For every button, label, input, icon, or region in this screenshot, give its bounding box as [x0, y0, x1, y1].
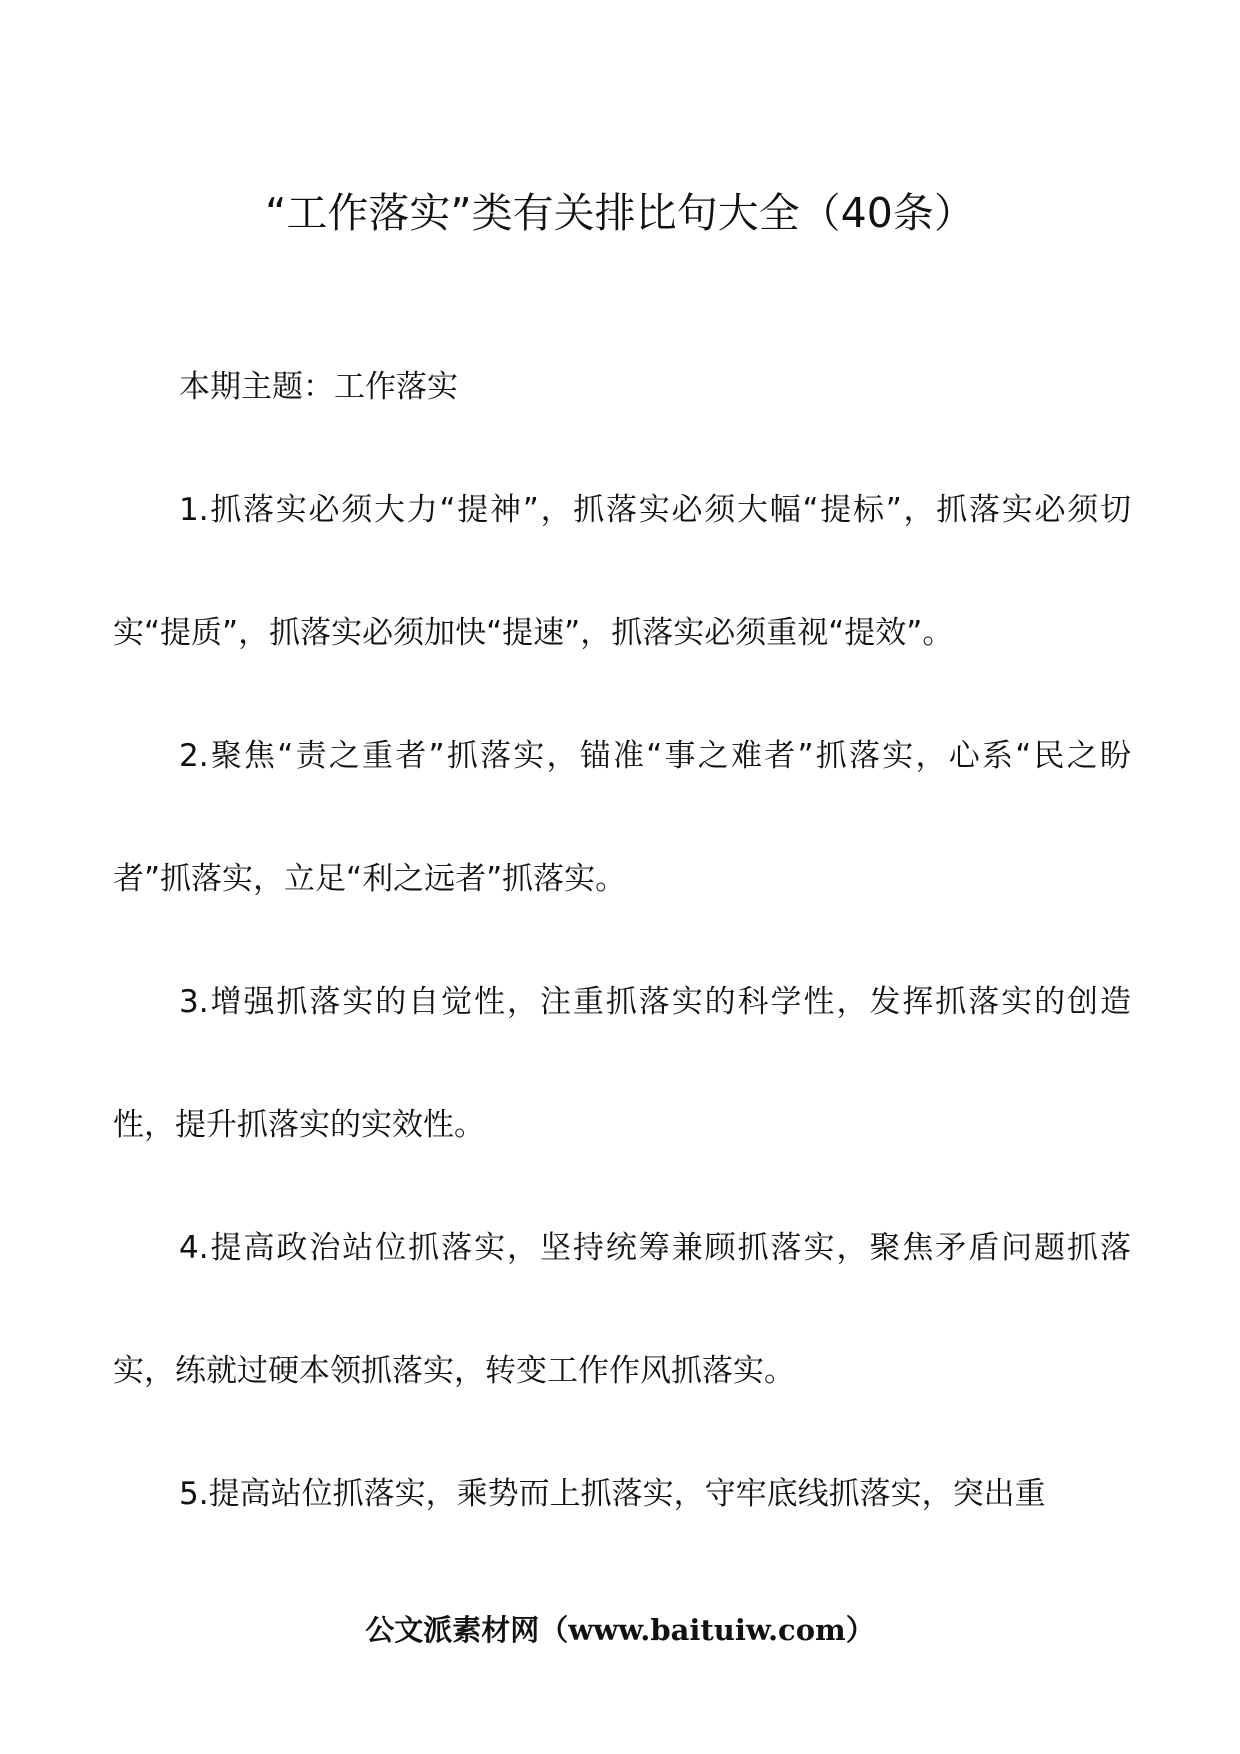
list-item: 4.提高政治站位抓落实，坚持统筹兼顾抓落实，聚焦矛盾问题抓落实，练就过硬本领抓落实，转变工作作风抓落实。	[113, 1230, 1131, 1389]
list-item: 2.聚焦“责之重者”抓落实，锚准“事之难者”抓落实，心系“民之盼者”抓落实，立足“利之远者”抓落实。	[113, 738, 1131, 897]
page-footer: 公文派素材网（www.baituiw.com）	[365, 1613, 875, 1647]
intro-paragraph: 本期主题：工作落实	[179, 369, 458, 405]
list-item: 1.抓落实必须大力“提神”，抓落实必须大幅“提标”，抓落实必须切实“提质”，抓落实必须加快“提速”，抓落实必须重视“提效”。	[113, 492, 1131, 651]
list-item: 5.提高站位抓落实，乘势而上抓落实，守牢底线抓落实，突出重	[179, 1476, 1046, 1512]
document-body	[113, 326, 1131, 1556]
document-title: “工作落实”类有关排比句大全（40条）	[265, 189, 975, 237]
list-item: 3.增强抓落实的自觉性，注重抓落实的科学性，发挥抓落实的创造性，提升抓落实的实效性。	[113, 984, 1131, 1143]
